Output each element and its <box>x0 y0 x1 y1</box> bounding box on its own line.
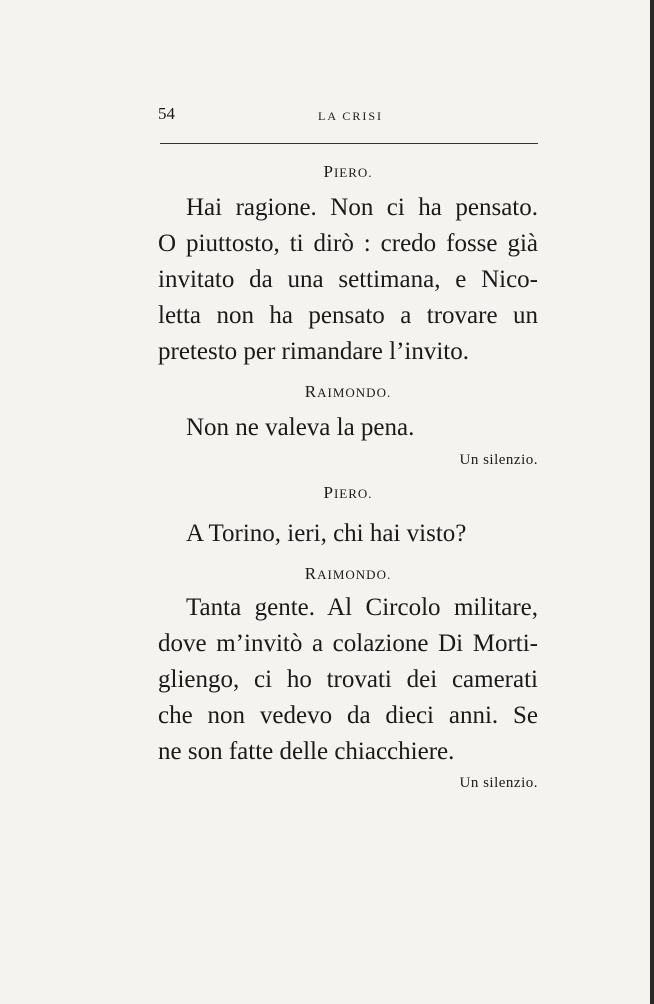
speaker-rest: AIMONDO. <box>317 385 392 400</box>
speaker-label <box>158 162 538 182</box>
text-line: invitato da una settimana, e Nico- <box>158 266 538 293</box>
text-line: Tanta gente. Al Circolo militare, <box>186 594 538 621</box>
page-header <box>158 104 538 126</box>
text-line: ne son fatte delle chiacchiere. <box>158 738 455 765</box>
text-line: A Torino, ieri, chi hai visto? <box>186 520 467 547</box>
speaker-rest: IERO. <box>333 165 373 180</box>
speaker-label <box>158 564 538 584</box>
dialogue-paragraph <box>158 590 538 770</box>
text-line: O piuttosto, ti dirò : credo fosse già <box>158 230 538 257</box>
text-line: che non vedevo da dieci anni. Se <box>158 702 538 729</box>
speaker-label <box>158 382 538 402</box>
speaker-initial: R <box>304 564 318 583</box>
text-line: dove m’invitò a colazione Di Morti- <box>158 630 538 657</box>
text-line: Hai ragione. Non ci ha pensato. <box>186 194 538 221</box>
speaker-label <box>158 483 538 503</box>
dialogue-paragraph <box>158 516 538 552</box>
stage-direction: Un silenzio. <box>459 775 538 791</box>
stage-direction: Un silenzio. <box>459 452 538 468</box>
speaker-rest: IERO. <box>333 486 373 501</box>
text-line: gliengo, ci ho trovati dei camerati <box>158 666 538 693</box>
speaker-initial: P <box>323 162 334 181</box>
text-line: Non ne valeva la pena. <box>186 414 415 441</box>
page-number: 54 <box>158 104 175 123</box>
text-line: letta non ha pensato a trovare un <box>158 302 538 329</box>
text-line: pretesto per rimandare l’invito. <box>158 338 469 365</box>
header-rule <box>160 143 538 144</box>
dialogue-paragraph <box>158 190 538 370</box>
running-title: LA CRISI <box>318 109 384 123</box>
dialogue-paragraph <box>158 410 538 446</box>
speaker-initial: P <box>323 483 334 502</box>
speaker-initial: R <box>304 382 318 401</box>
speaker-rest: AIMONDO. <box>317 567 392 582</box>
page-edge <box>650 0 654 1004</box>
